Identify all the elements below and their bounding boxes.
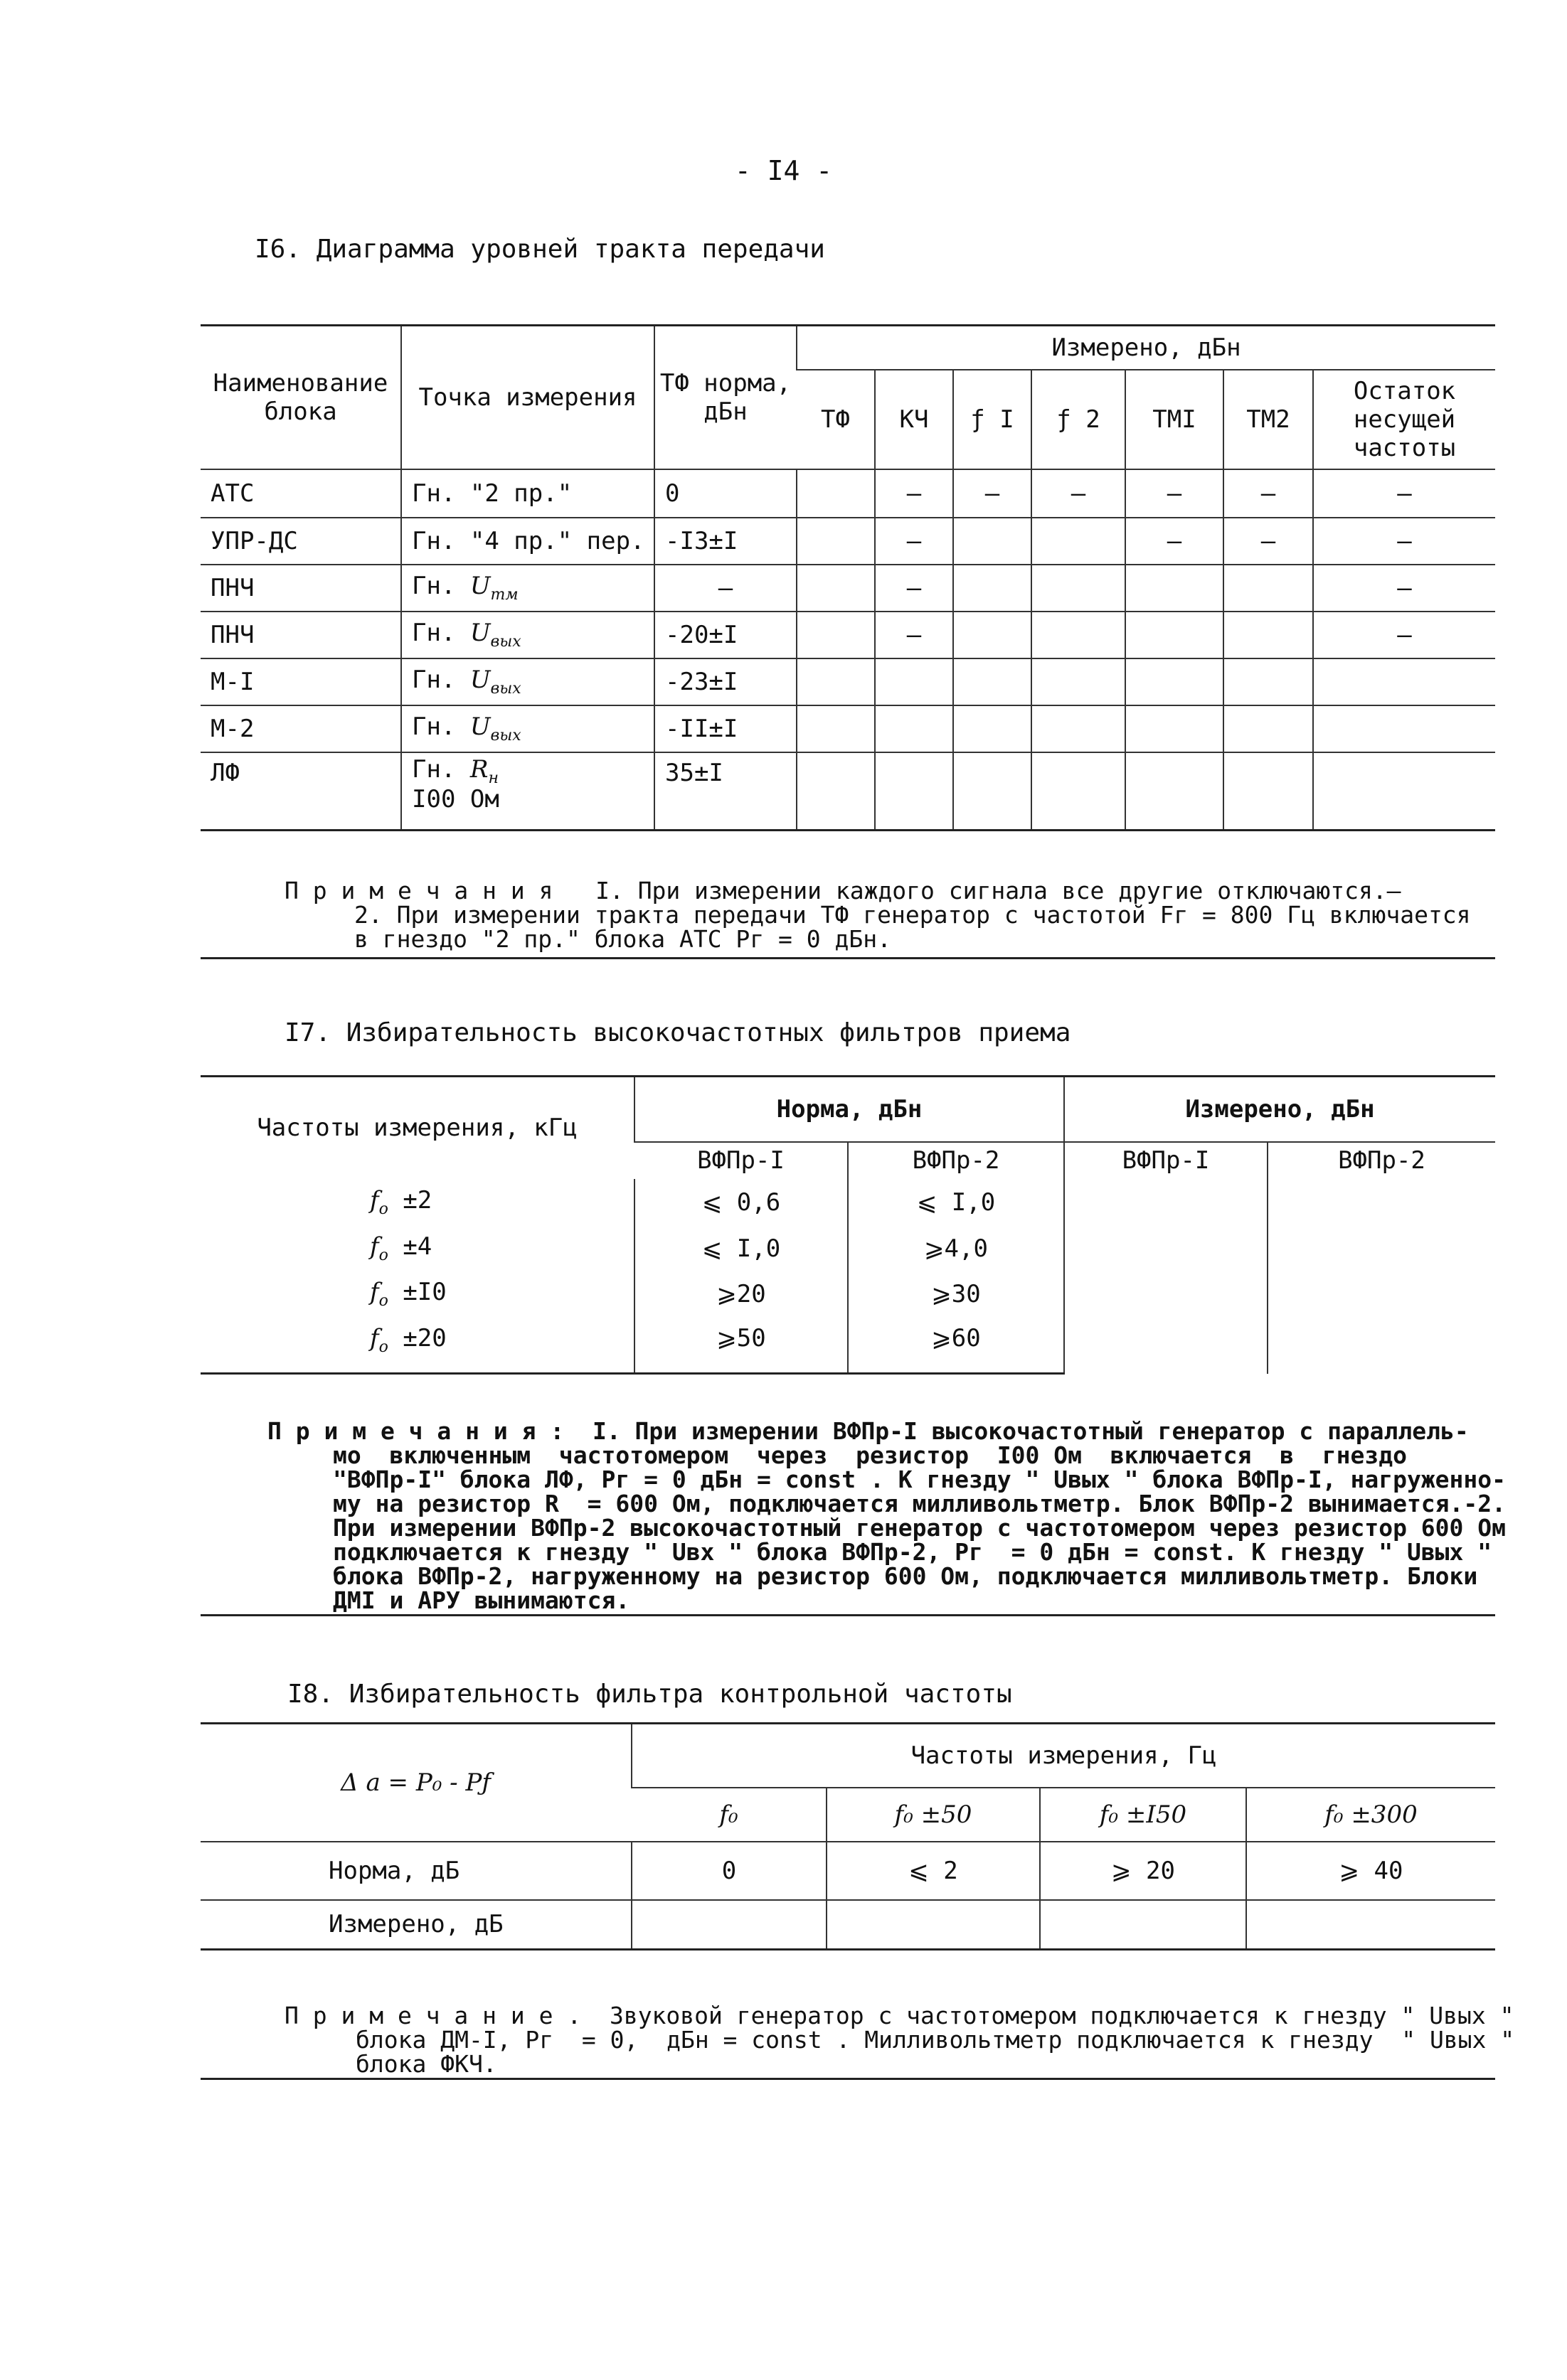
header-f0-50: f₀ ±50 [827, 1788, 1040, 1842]
header-f0: f₀ [632, 1788, 827, 1842]
divider [201, 2078, 1495, 2080]
section-17-note-line-2: мо включенным частотомером через резистор I00 Ом включается в гнездо [333, 1441, 1407, 1469]
table-row: УПР-ДС Гн. "4 пр." пер. -I3±I – – – – [201, 518, 1495, 565]
header-f0-300: f₀ ±300 [1246, 1788, 1495, 1842]
section-17-note-line-6: подключается к гнезду " Uвх " блока ВФПр-2, Pг = 0 дБн = const. К гнезду " Uвых " [333, 1538, 1492, 1566]
header-carrier-residue: Остаток несущей частоты [1313, 370, 1495, 469]
section-18-note-line-1: П р и м е ч а н и е . Звуковой генератор с частотомером подключается к гнезду " Uвых " [285, 2002, 1514, 2029]
section-17-note-line-5: При измерении ВФПр-2 высокочастотный генератор с частотомером через резистор 600 Ом [333, 1514, 1507, 1542]
section-17-note-line-1: П р и м е ч а н и я : I. При измерении ВФПр-I высокочастотный генератор с параллель- [267, 1417, 1469, 1445]
table-row: Измерено, дБ [201, 1900, 1495, 1950]
header-vfpr2-measured: ВФПр-2 [1268, 1142, 1495, 1179]
table-row: ПНЧ Гн. $U_{тм}$ – – – [201, 565, 1495, 612]
header-tf-norm: ТФ норма, дБн [654, 326, 797, 469]
header-block-name: Наименование блока [201, 326, 401, 469]
header-measure-freq: Частоты измерения, Гц [632, 1724, 1495, 1788]
header-tm1: ТМI [1125, 370, 1223, 469]
table-row: Норма, дБ 0 ⩽ 2 ⩾ 20 ⩾ 40 [201, 1842, 1495, 1900]
header-vfpr2-norm: ВФПр-2 [848, 1142, 1064, 1179]
section-17-note-line-3: "ВФПр-I" блока ЛФ, Pг = 0 дБн = const . К гнезду " Uвых " блока ВФПр-I, нагруженно- [333, 1466, 1507, 1493]
section-18-note-line-2: блока ДМ-I, Pг = 0, дБн = const . Милливольтметр подключается к гнезду " Uвых " [356, 2026, 1515, 2054]
header-vfpr1-measured: ВФПр-I [1064, 1142, 1268, 1179]
header-tf: ТФ [797, 370, 875, 469]
header-f2: ƒ 2 [1031, 370, 1125, 469]
header-f0-150: f₀ ±I50 [1040, 1788, 1246, 1842]
table-row: М-2 Гн. $U_{вых}$ -II±I [201, 705, 1495, 752]
divider [201, 957, 1495, 959]
table-row: $f_o \pm I0$ ⩾20 ⩾30 [201, 1271, 1495, 1317]
divider [201, 1614, 1495, 1616]
header-measured: Измерено, дБн [1064, 1077, 1495, 1142]
header-measure-freq: Частоты измерения, кГц [201, 1077, 634, 1179]
header-tm2: ТМ2 [1223, 370, 1313, 469]
section-17-title: I7. Избирательность высокочастотных фильтров приема [285, 1018, 1071, 1047]
attenuation-formula: Δ a = P₀ - Pƒ [201, 1724, 632, 1842]
section-18-note-line-3: блока ФКЧ. [356, 2050, 497, 2078]
section-17-note-line-4: му на резистор R = 600 Ом, подключается милливольтметр. Блок ВФПр-2 вынимается.-2. [333, 1490, 1507, 1517]
header-kch: КЧ [875, 370, 953, 469]
table-row: $f_o \pm 2$ ⩽ 0,6 ⩽ I,0 [201, 1179, 1495, 1226]
table-row: ЛФ Гн. $R_н$ I00 Ом 35±I [201, 752, 1495, 831]
section-18-title: I8. Избирательность фильтра контрольной частоты [287, 1680, 1012, 1709]
control-freq-filter-table [201, 1722, 1495, 1951]
section-16-title: I6. Диаграмма уровней тракта передачи [255, 235, 825, 264]
table-row: АТС Гн. "2 пр." 0 – – – – – – [201, 469, 1495, 518]
table-row: $f_o \pm 20$ ⩾50 ⩾60 [201, 1317, 1495, 1374]
header-f1: ƒ I [953, 370, 1031, 469]
section-16-note-line-1: П р и м е ч а н и я I. При измерении каждого сигнала все другие отключаются.– [285, 877, 1401, 904]
level-diagram-table [201, 324, 1495, 831]
section-16-note-line-2: 2. При измерении тракта передачи ТФ генератор с частотой Fг = 800 Гц включается [354, 901, 1471, 929]
header-vfpr1-norm: ВФПр-I [634, 1142, 848, 1179]
header-norm: Норма, дБн [634, 1077, 1064, 1142]
page-number: - I4 - [734, 155, 833, 186]
header-measured: Измерено, дБн [797, 326, 1495, 370]
table-row: $f_o \pm 4$ ⩽ I,0 ⩾4,0 [201, 1226, 1495, 1271]
section-16-note-line-3: в гнездо "2 пр." блока АТС Pг = 0 дБн. [354, 925, 891, 953]
header-measure-point: Точка измерения [401, 326, 654, 469]
table-row: М-I Гн. $U_{вых}$ -23±I [201, 658, 1495, 705]
hf-filter-selectivity-table [201, 1075, 1495, 1375]
section-17-note-line-7: блока ВФПр-2, нагруженному на резистор 600 Ом, подключается милливольтметр. Блоки [333, 1562, 1478, 1590]
table-row: ПНЧ Гн. $U_{вых}$ -20±I – – [201, 612, 1495, 658]
section-17-note-line-8: ДМI и АРУ вынимаются. [333, 1586, 630, 1614]
